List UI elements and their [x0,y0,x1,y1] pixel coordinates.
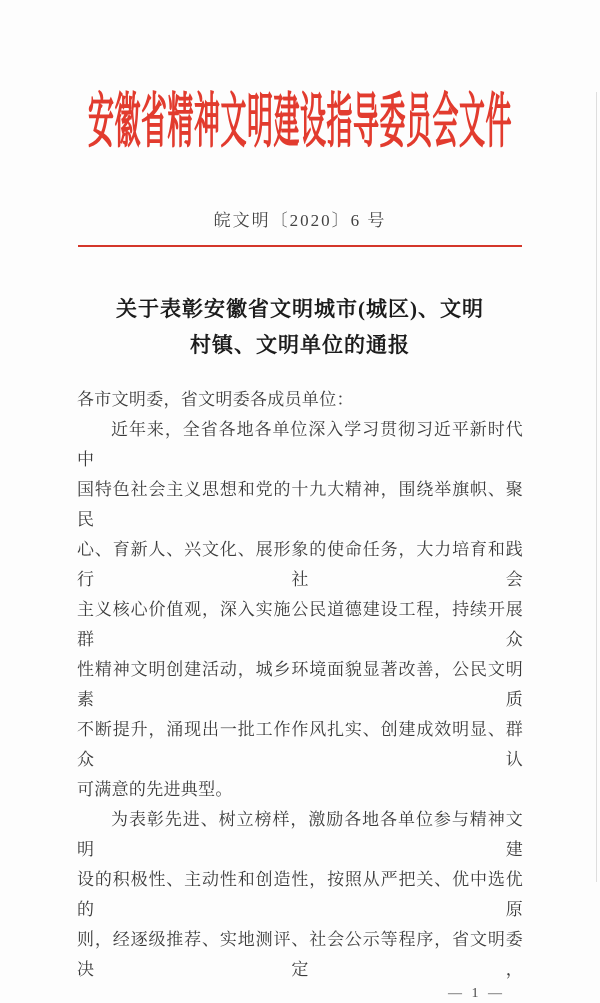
page-number: — 1 — [448,986,505,1001]
body-line: 国特色社会主义思想和党的十九大精神，围绕举旗帜、聚民 [77,480,523,529]
body-line: 则，经逐级推荐、实地测评、社会公示等程序，省文明委决定， [77,930,523,979]
scan-page-edge [596,92,597,882]
body-line: 性精神文明创建活动，城乡环境面貌显著改善，公民文明素质 [77,660,523,709]
scanned-document-page [0,88,600,1001]
body-line: 为表彰先进、树立榜样，激励各地各单位参与精神文明建 [77,810,523,859]
body-line: 主义核心价值观，深入实施公民道德建设工程，持续开展群众 [77,600,523,649]
body-line: 不断提升，涌现出一批工作作风扎实、创建成效明显、群众认 [77,720,523,769]
body-line: 心、育新人、兴文化、展形象的使命任务，大力培育和践行社会 [77,540,523,589]
document-title [0,291,600,363]
body-line: 近年来，全省各地各单位深入学习贯彻习近平新时代中 [77,420,523,469]
document-number: 皖文明〔2020〕6 号 [213,211,387,230]
salutation-line: 各市文明委，省文明委各成员单位： [77,390,354,409]
body-line: 可满意的先进典型。 [77,780,233,799]
red-divider-rule [78,245,522,247]
document-body [77,385,523,985]
document-title-line-1: 关于表彰安徽省文明城市(城区)、文明 [116,297,484,321]
body-line: 设的积极性、主动性和创造性，按照从严把关、优中选优的原 [77,870,523,919]
document-title-line-2: 村镇、文明单位的通报 [190,333,410,357]
red-letterhead-title: 安徽省精神文明建设指导委员会文件 [87,88,512,156]
